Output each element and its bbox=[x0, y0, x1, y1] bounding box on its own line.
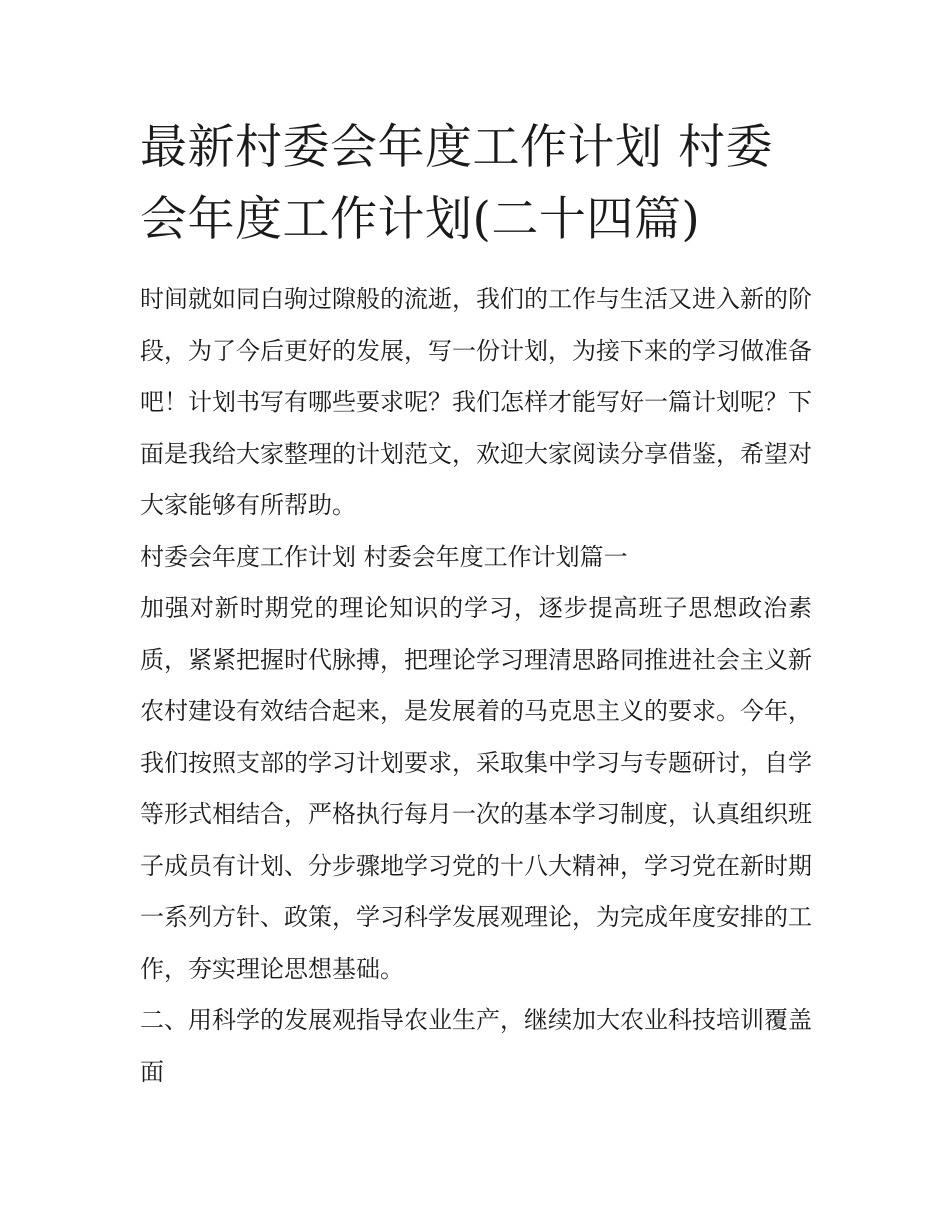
document-content bbox=[140, 112, 812, 1098]
intro-paragraph: 时间就如同白驹过隙般的流逝，我们的工作与生活又进入新的阶段，为了今后更好的发展，写一份计划，为接下来的学习做准备吧！计划书写有哪些要求呢？我们怎样才能写好一篇计划呢？下面是我给大家整理的计划范文，欢迎大家阅读分享借鉴，希望对大家能够有所帮助。 bbox=[140, 285, 812, 519]
section-heading: 村委会年度工作计划 村委会年度工作计划篇一 bbox=[140, 542, 628, 571]
subheading-two: 二、用科学的发展观指导农业生产，继续加大农业科技培训覆盖面 bbox=[140, 1006, 812, 1086]
document-title: 最新村委会年度工作计划 村委会年度工作计划(二十四篇) bbox=[140, 120, 773, 247]
body-paragraph: 加强对新时期党的理论知识的学习，逐步提高班子思想政治素质，紧紧把握时代脉搏，把理论学习理清思路同推进社会主义新农村建设有效结合起来，是发展着的马克思主义的要求。今年，我们按照支部的学习计划要求，采取集中学习与专题研讨，自学等形式相结合，严格执行每月一次的基本学习制度，认真组织班子成员有计划、分步骤地学习党的十八大精神，学习党在新时期一系列方针、政策，学习科学发展观理论，为完成年度安排的工作，夯实理论思想基础。 bbox=[140, 594, 812, 983]
